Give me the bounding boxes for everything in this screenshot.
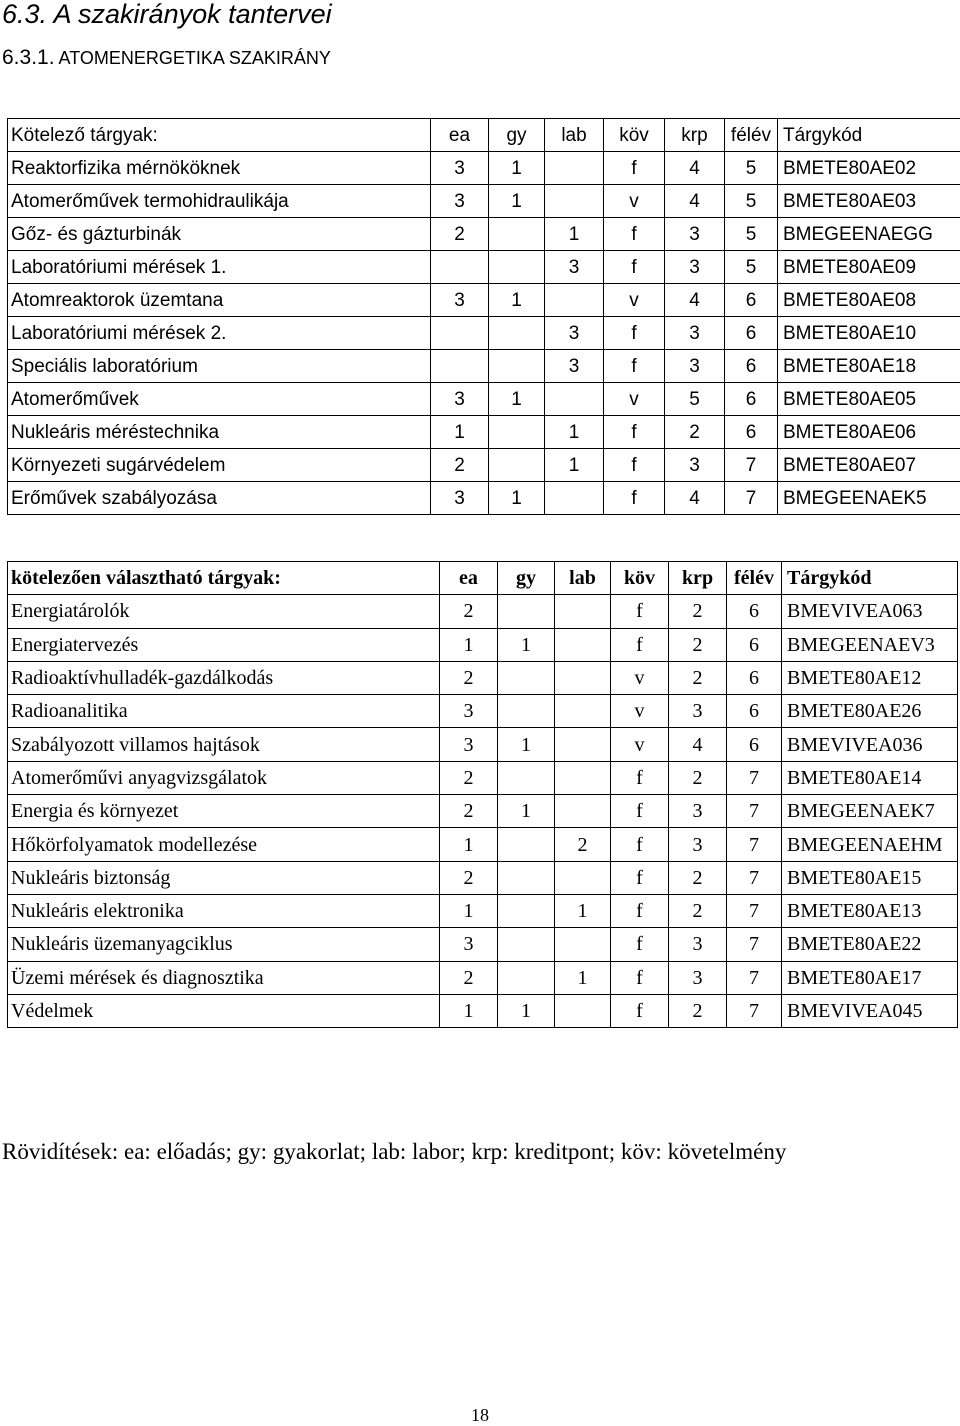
lecture-hours-cell: 2 — [440, 595, 498, 628]
requirement-cell: f — [611, 795, 669, 828]
header-lecture-hours: ea — [440, 562, 498, 595]
course-code-cell: BMETE80AE06 — [778, 416, 960, 449]
practice-hours-cell — [489, 218, 545, 251]
requirement-cell: f — [611, 828, 669, 861]
course-code-cell: BMETE80AE22 — [782, 928, 958, 961]
course-code-cell: BMEVIVEA036 — [782, 728, 958, 761]
practice-hours-cell — [498, 661, 555, 694]
course-name-cell: Radioaktívhulladék-gazdálkodás — [8, 661, 440, 694]
requirement-cell: f — [604, 251, 665, 284]
lab-hours-cell — [545, 185, 604, 218]
requirement-cell: f — [611, 761, 669, 794]
semester-cell: 6 — [725, 383, 778, 416]
table-row — [8, 828, 958, 861]
semester-cell: 7 — [727, 994, 782, 1027]
table-row — [8, 152, 960, 185]
practice-hours-cell — [489, 449, 545, 482]
lab-hours-cell: 1 — [545, 416, 604, 449]
requirement-cell: f — [604, 218, 665, 251]
practice-hours-cell — [498, 894, 555, 927]
semester-cell: 5 — [725, 152, 778, 185]
header-course-code: Tárgykód — [782, 562, 958, 595]
credits-cell: 2 — [669, 861, 727, 894]
requirement-cell: v — [611, 661, 669, 694]
lab-hours-cell: 1 — [545, 449, 604, 482]
table-row — [8, 894, 958, 927]
credits-cell: 2 — [669, 761, 727, 794]
credits-cell: 4 — [665, 482, 725, 515]
practice-hours-cell: 1 — [489, 152, 545, 185]
course-name-cell: Reaktorfizika mérnököknek — [8, 152, 431, 185]
table-row — [8, 695, 958, 728]
lecture-hours-cell — [431, 251, 489, 284]
course-code-cell: BMETE80AE05 — [778, 383, 960, 416]
lab-hours-cell: 1 — [545, 218, 604, 251]
lab-hours-cell — [555, 795, 611, 828]
lecture-hours-cell: 1 — [440, 894, 498, 927]
subsection-number: 6.3.1. — [2, 46, 55, 69]
course-name-cell: Erőművek szabályozása — [8, 482, 431, 515]
header-credits: krp — [665, 119, 725, 152]
credits-cell: 2 — [669, 994, 727, 1027]
requirement-cell: f — [604, 350, 665, 383]
requirement-cell: f — [611, 928, 669, 961]
course-name-cell: Atomreaktorok üzemtana — [8, 284, 431, 317]
lab-hours-cell: 1 — [555, 961, 611, 994]
lecture-hours-cell: 2 — [440, 861, 498, 894]
credits-cell: 2 — [665, 416, 725, 449]
lecture-hours-cell: 2 — [440, 795, 498, 828]
credits-cell: 3 — [665, 317, 725, 350]
table-row — [8, 185, 960, 218]
table-row — [8, 317, 960, 350]
lab-hours-cell — [545, 284, 604, 317]
practice-hours-cell — [489, 416, 545, 449]
course-name-cell: Energiatárolók — [8, 595, 440, 628]
semester-cell: 7 — [727, 795, 782, 828]
course-name-cell: Nukleáris biztonság — [8, 861, 440, 894]
mandatory-courses-table — [7, 118, 960, 515]
lab-hours-cell — [555, 728, 611, 761]
practice-hours-cell: 1 — [498, 628, 555, 661]
course-name-cell: Szabályozott villamos hajtások — [8, 728, 440, 761]
practice-hours-cell — [498, 861, 555, 894]
practice-hours-cell: 1 — [489, 482, 545, 515]
lab-hours-cell: 1 — [555, 894, 611, 927]
credits-cell: 2 — [669, 661, 727, 694]
table-header-row — [8, 562, 958, 595]
credits-cell: 4 — [665, 185, 725, 218]
credits-cell: 3 — [669, 961, 727, 994]
course-name-cell: Környezeti sugárvédelem — [8, 449, 431, 482]
lecture-hours-cell: 3 — [431, 152, 489, 185]
semester-cell: 7 — [725, 449, 778, 482]
course-name-cell: Laboratóriumi mérések 2. — [8, 317, 431, 350]
table-row — [8, 728, 958, 761]
table-row — [8, 218, 960, 251]
header-practice-hours: gy — [489, 119, 545, 152]
lab-hours-cell — [545, 383, 604, 416]
semester-cell: 6 — [727, 628, 782, 661]
course-code-cell: BMETE80AE07 — [778, 449, 960, 482]
course-code-cell: BMETE80AE12 — [782, 661, 958, 694]
table-row — [8, 628, 958, 661]
requirement-cell: f — [604, 152, 665, 185]
course-name-cell: Védelmek — [8, 994, 440, 1027]
course-name-cell: Laboratóriumi mérések 1. — [8, 251, 431, 284]
course-name-cell: Nukleáris méréstechnika — [8, 416, 431, 449]
practice-hours-cell — [489, 317, 545, 350]
credits-cell: 2 — [669, 628, 727, 661]
semester-cell: 7 — [727, 928, 782, 961]
practice-hours-cell: 1 — [489, 383, 545, 416]
course-name-cell: Radioanalitika — [8, 695, 440, 728]
course-code-cell: BMEGEENAEV3 — [782, 628, 958, 661]
requirement-cell: v — [611, 728, 669, 761]
practice-hours-cell: 1 — [498, 795, 555, 828]
course-code-cell: BMETE80AE08 — [778, 284, 960, 317]
requirement-cell: f — [611, 861, 669, 894]
course-code-cell: BMEGEENAEK7 — [782, 795, 958, 828]
semester-cell: 6 — [725, 350, 778, 383]
lab-hours-cell: 2 — [555, 828, 611, 861]
header-semester: félév — [725, 119, 778, 152]
course-name-cell: Atomerőművek — [8, 383, 431, 416]
abbreviations-note: Rövidítések: ea: előadás; gy: gyakorlat; lab: labor; krp: kreditpont; köv: követelmény — [2, 1139, 787, 1164]
header-credits: krp — [669, 562, 727, 595]
lecture-hours-cell — [431, 350, 489, 383]
lab-hours-cell — [545, 152, 604, 185]
course-code-cell: BMETE80AE10 — [778, 317, 960, 350]
practice-hours-cell — [498, 928, 555, 961]
table-row — [8, 761, 958, 794]
semester-cell: 6 — [725, 284, 778, 317]
semester-cell: 7 — [727, 828, 782, 861]
semester-cell: 7 — [727, 894, 782, 927]
semester-cell: 5 — [725, 218, 778, 251]
table-row — [8, 284, 960, 317]
course-name-cell: Speciális laboratórium — [8, 350, 431, 383]
lecture-hours-cell: 2 — [431, 218, 489, 251]
table-row — [8, 383, 960, 416]
lab-hours-cell: 3 — [545, 350, 604, 383]
lecture-hours-cell: 1 — [431, 416, 489, 449]
requirement-cell: f — [604, 482, 665, 515]
lecture-hours-cell — [431, 317, 489, 350]
credits-cell: 3 — [665, 449, 725, 482]
table-row — [8, 661, 958, 694]
header-lab-hours: lab — [545, 119, 604, 152]
lecture-hours-cell: 1 — [440, 994, 498, 1027]
course-name-cell: Atomerőművi anyagvizsgálatok — [8, 761, 440, 794]
course-code-cell: BMETE80AE13 — [782, 894, 958, 927]
credits-cell: 3 — [669, 928, 727, 961]
lab-hours-cell — [555, 628, 611, 661]
practice-hours-cell — [498, 695, 555, 728]
course-code-cell: BMETE80AE03 — [778, 185, 960, 218]
table-row — [8, 861, 958, 894]
lab-hours-cell — [555, 661, 611, 694]
practice-hours-cell: 1 — [498, 728, 555, 761]
course-code-cell: BMEGEENAEGG — [778, 218, 960, 251]
semester-cell: 6 — [727, 661, 782, 694]
credits-cell: 3 — [665, 251, 725, 284]
lecture-hours-cell: 3 — [431, 482, 489, 515]
header-practice-hours: gy — [498, 562, 555, 595]
header-course-code: Tárgykód — [778, 119, 960, 152]
header-semester: félév — [727, 562, 782, 595]
table-row — [8, 961, 958, 994]
course-code-cell: BMETE80AE15 — [782, 861, 958, 894]
credits-cell: 5 — [665, 383, 725, 416]
table-row — [8, 416, 960, 449]
lecture-hours-cell: 1 — [440, 628, 498, 661]
table-row — [8, 449, 960, 482]
credits-cell: 3 — [669, 695, 727, 728]
lab-hours-cell — [555, 928, 611, 961]
credits-cell: 3 — [665, 350, 725, 383]
course-code-cell: BMEGEENAEHM — [782, 828, 958, 861]
requirement-cell: v — [604, 185, 665, 218]
semester-cell: 6 — [727, 728, 782, 761]
lecture-hours-cell: 3 — [440, 695, 498, 728]
semester-cell: 7 — [725, 482, 778, 515]
course-code-cell: BMETE80AE02 — [778, 152, 960, 185]
lecture-hours-cell: 2 — [431, 449, 489, 482]
lab-hours-cell — [555, 595, 611, 628]
course-code-cell: BMETE80AE18 — [778, 350, 960, 383]
header-course-name: Kötelező tárgyak: — [8, 119, 431, 152]
semester-cell: 6 — [727, 695, 782, 728]
lecture-hours-cell: 3 — [431, 383, 489, 416]
practice-hours-cell — [498, 828, 555, 861]
elective-courses-table — [7, 561, 958, 1028]
header-lecture-hours: ea — [431, 119, 489, 152]
credits-cell: 4 — [669, 728, 727, 761]
table-row — [8, 928, 958, 961]
practice-hours-cell: 1 — [489, 284, 545, 317]
requirement-cell: f — [611, 994, 669, 1027]
credits-cell: 3 — [669, 795, 727, 828]
requirement-cell: f — [604, 416, 665, 449]
course-code-cell: BMEVIVEA045 — [782, 994, 958, 1027]
semester-cell: 7 — [727, 961, 782, 994]
semester-cell: 5 — [725, 185, 778, 218]
course-name-cell: Nukleáris üzemanyagciklus — [8, 928, 440, 961]
subsection-heading — [2, 44, 331, 72]
lab-hours-cell — [545, 482, 604, 515]
requirement-cell: v — [604, 383, 665, 416]
credits-cell: 2 — [669, 595, 727, 628]
table-header-row — [8, 119, 960, 152]
practice-hours-cell — [489, 350, 545, 383]
subsection-title: ATOMENERGETIKA SZAKIRÁNY — [58, 48, 331, 68]
semester-cell: 6 — [725, 317, 778, 350]
course-name-cell: Energiatervezés — [8, 628, 440, 661]
practice-hours-cell — [498, 961, 555, 994]
credits-cell: 3 — [665, 218, 725, 251]
course-name-cell: Üzemi mérések és diagnosztika — [8, 961, 440, 994]
lecture-hours-cell: 1 — [440, 828, 498, 861]
lab-hours-cell — [555, 861, 611, 894]
semester-cell: 5 — [725, 251, 778, 284]
lecture-hours-cell: 2 — [440, 961, 498, 994]
course-code-cell: BMEGEENAEK5 — [778, 482, 960, 515]
course-code-cell: BMETE80AE14 — [782, 761, 958, 794]
course-code-cell: BMETE80AE26 — [782, 695, 958, 728]
requirement-cell: v — [611, 695, 669, 728]
requirement-cell: f — [611, 595, 669, 628]
semester-cell: 7 — [727, 861, 782, 894]
table-row — [8, 595, 958, 628]
lecture-hours-cell: 3 — [440, 928, 498, 961]
course-name-cell: Gőz- és gázturbinák — [8, 218, 431, 251]
practice-hours-cell — [489, 251, 545, 284]
semester-cell: 6 — [725, 416, 778, 449]
credits-cell: 4 — [665, 284, 725, 317]
course-code-cell: BMEVIVEA063 — [782, 595, 958, 628]
requirement-cell: f — [611, 894, 669, 927]
requirement-cell: v — [604, 284, 665, 317]
table-row — [8, 251, 960, 284]
table-row — [8, 350, 960, 383]
table-row — [8, 482, 960, 515]
header-requirement: köv — [611, 562, 669, 595]
course-name-cell: Nukleáris elektronika — [8, 894, 440, 927]
lecture-hours-cell: 3 — [431, 185, 489, 218]
course-name-cell: Hőkörfolyamatok modellezése — [8, 828, 440, 861]
semester-cell: 6 — [727, 595, 782, 628]
lecture-hours-cell: 2 — [440, 761, 498, 794]
semester-cell: 7 — [727, 761, 782, 794]
header-course-name: kötelezően választható tárgyak: — [8, 562, 440, 595]
lab-hours-cell: 3 — [545, 251, 604, 284]
credits-cell: 4 — [665, 152, 725, 185]
practice-hours-cell — [498, 595, 555, 628]
lab-hours-cell — [555, 695, 611, 728]
practice-hours-cell — [498, 761, 555, 794]
lecture-hours-cell: 3 — [440, 728, 498, 761]
practice-hours-cell: 1 — [489, 185, 545, 218]
table-row — [8, 994, 958, 1027]
lab-hours-cell — [555, 761, 611, 794]
requirement-cell: f — [611, 961, 669, 994]
table-row — [8, 795, 958, 828]
credits-cell: 2 — [669, 894, 727, 927]
header-requirement: köv — [604, 119, 665, 152]
section-title: 6.3. A szakirányok tantervei — [2, 0, 332, 29]
requirement-cell: f — [604, 449, 665, 482]
course-code-cell: BMETE80AE09 — [778, 251, 960, 284]
page-number: 18 — [471, 1405, 489, 1425]
course-code-cell: BMETE80AE17 — [782, 961, 958, 994]
requirement-cell: f — [611, 628, 669, 661]
requirement-cell: f — [604, 317, 665, 350]
lecture-hours-cell: 3 — [431, 284, 489, 317]
header-lab-hours: lab — [555, 562, 611, 595]
credits-cell: 3 — [669, 828, 727, 861]
course-name-cell: Atomerőművek termohidraulikája — [8, 185, 431, 218]
lecture-hours-cell: 2 — [440, 661, 498, 694]
lab-hours-cell — [555, 994, 611, 1027]
course-name-cell: Energia és környezet — [8, 795, 440, 828]
lab-hours-cell: 3 — [545, 317, 604, 350]
practice-hours-cell: 1 — [498, 994, 555, 1027]
